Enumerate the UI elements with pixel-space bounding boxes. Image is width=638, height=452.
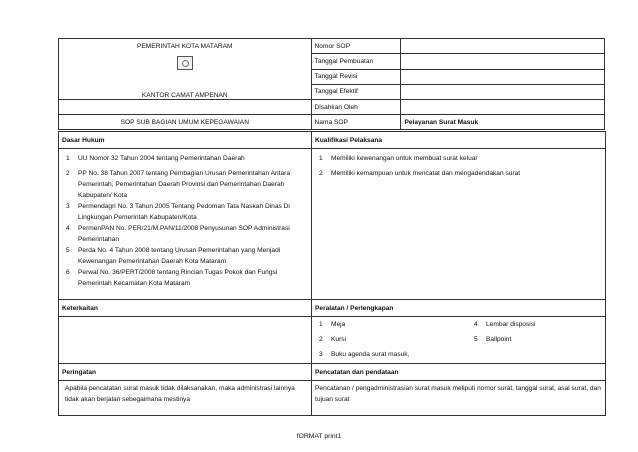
org-blank bbox=[59, 100, 312, 115]
keterkaitan-content bbox=[59, 317, 312, 364]
field-value bbox=[401, 100, 605, 115]
list-item: 5 Ballpoint bbox=[474, 336, 512, 343]
peralatan-list bbox=[312, 317, 606, 364]
pencatatan-text: Pencatanan / pengadministrasian surat masuk meliputi nomor surat, tanggal surat, asal surat, dan tujuan surat bbox=[312, 381, 606, 416]
org-name: PEMERINTAH KOTA MATARAM bbox=[137, 43, 233, 50]
office-name: KANTOR CAMAT AMPENAN bbox=[141, 92, 228, 99]
field-label: Tanggal Efektif bbox=[311, 84, 401, 99]
list-item: 4 Lembar disposisi bbox=[474, 321, 536, 328]
section-title-dasar-hukum: Dasar Hukum bbox=[59, 132, 312, 149]
field-label: Tanggal Pembuatan bbox=[311, 54, 401, 69]
section-title-kualifikasi: Kualifikasi Pelaksana bbox=[312, 132, 606, 149]
list-item: 4 PermenPAN No. PER/21/M.PAN/11/2008 Penyusunan SOP Administrasi Pemerintahan bbox=[66, 225, 290, 243]
list-item: 3 Permendagri No. 3 Tahun 2005 Tentang Pedoman Tata Naskah Dinas Di Lingkungan Pemerintah Kabupaten/Kota bbox=[66, 203, 290, 221]
org-cell bbox=[59, 39, 312, 100]
kualifikasi-list bbox=[312, 149, 606, 300]
section-title-pencatatan: Pencatatan dan pendataan bbox=[312, 364, 606, 381]
list-item: 3 Buku agenda surat masuk, bbox=[319, 351, 410, 358]
sop-header-table bbox=[58, 38, 605, 130]
list-item: 2 Memiliki kemampuan untuk mencatat dan mengadendakan surat bbox=[319, 170, 521, 177]
field-value bbox=[401, 54, 605, 69]
field-value bbox=[401, 39, 605, 54]
list-item: 1 Meja bbox=[319, 321, 346, 328]
sop-name-value: Pelayanan Surat Masuk bbox=[401, 115, 605, 130]
list-item: 1 UU Nomor 32 Tahun 2004 tentang Pemerintahan Daerah bbox=[66, 155, 245, 162]
section-title-peringatan: Peringatan bbox=[59, 364, 312, 381]
peringatan-text: Apabila pencatatan surat masuk tidak dilaksanakan, maka administrasi lainnya tidak akan berjalan sebegaimana mestinya bbox=[59, 381, 312, 416]
unit-name: SOP SUB BAGIAN UMUM KEPEGAWAIAN bbox=[59, 115, 312, 130]
field-label: Nama SOP bbox=[311, 115, 401, 130]
field-label: Tanggal Revisi bbox=[311, 69, 401, 84]
list-item: 2 PP No. 38 Tahun 2007 tentang Pembagian Urusan Pemerintahan Antara Pemerintah, Pemerintahan Daerah Provinsi dan Pemerintahan Daerah Kabupaten/ Kota bbox=[66, 170, 291, 199]
field-value bbox=[401, 69, 605, 84]
dasar-hukum-list bbox=[59, 149, 312, 300]
section-title-keterkaitan: Keterkaitan bbox=[59, 300, 312, 317]
footer-label: fORMAT print1 bbox=[296, 433, 342, 440]
sop-detail-table bbox=[58, 131, 606, 416]
government-seal-icon bbox=[177, 56, 193, 70]
list-item: 5 Perda No. 4 Tahun 2008 tentang Urusan Pemerintahan yang Menjadi Kewenangan Pemerintahan Daerah Kota Mataram bbox=[66, 247, 281, 265]
field-value bbox=[401, 84, 605, 99]
section-title-peralatan: Peralatan / Perlengkapan bbox=[312, 300, 606, 317]
list-item: 6 Perwal No. 36/PERT/2008 tentang Rincian Tugas Pokok dan Fungsi Pemerintah Kecamatan Kota Mataram bbox=[66, 269, 278, 287]
field-label: Nomor SOP bbox=[311, 39, 401, 54]
list-item: 1 Memiliki kewenangan untuk membuat surat keluar bbox=[319, 155, 478, 162]
list-item: 2 Kursi bbox=[319, 336, 347, 343]
field-label: Disahkan Oleh bbox=[311, 100, 401, 115]
